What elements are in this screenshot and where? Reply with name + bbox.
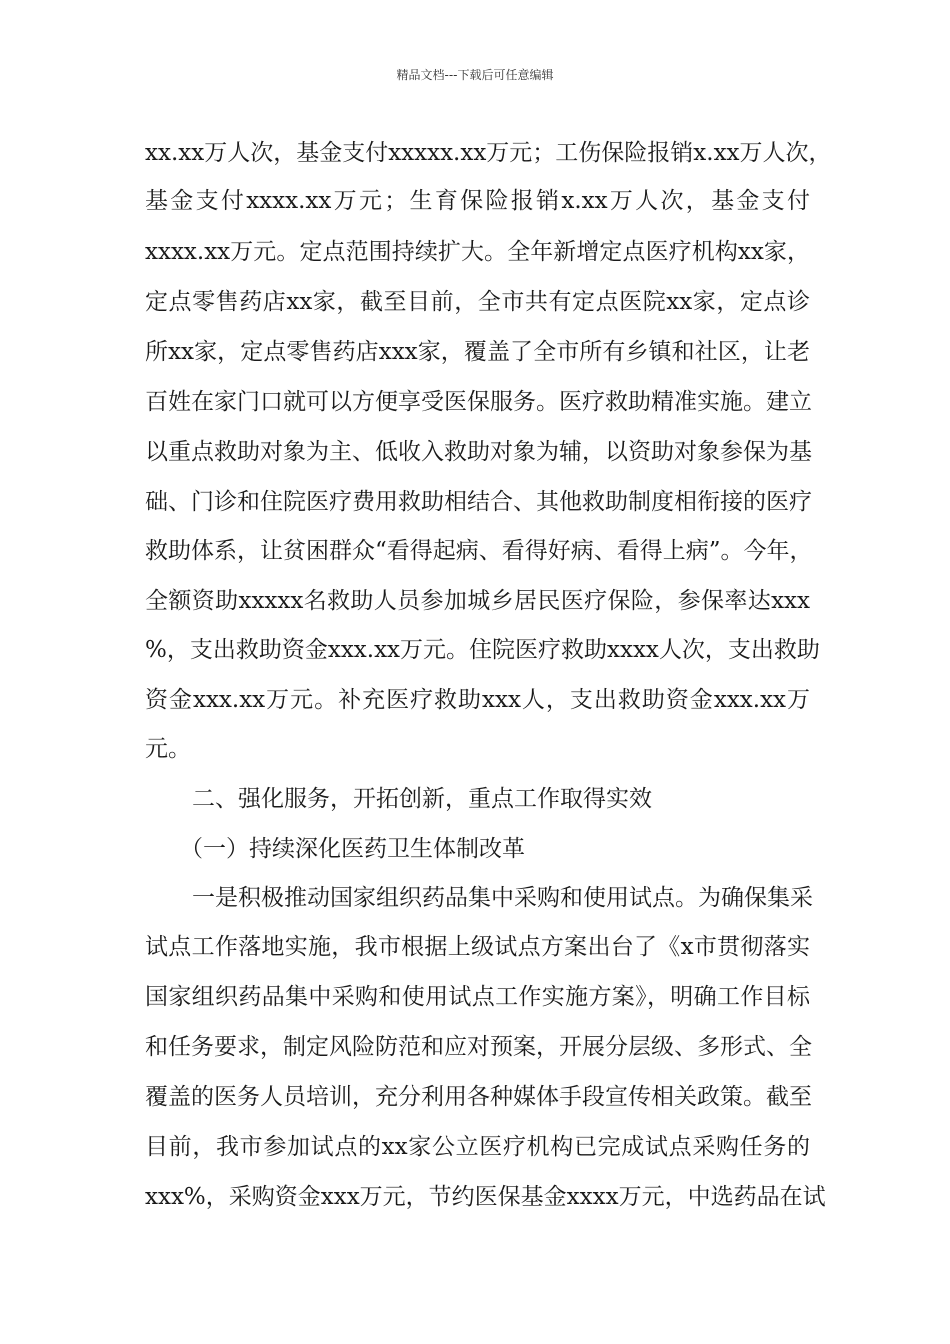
body-line: %，支出救助资金xxx.xx万元。住院医疗救助xxxx人次，支出救助 <box>145 637 820 663</box>
page-header: 精品文档---下载后可任意编辑 <box>396 68 554 82</box>
body-line: xxx%，采购资金xxx万元，节约医保基金xxxx万元，中选药品在试 <box>145 1184 826 1210</box>
body-line: 一是积极推动国家组织药品集中采购和使用试点。为确保集采 <box>192 885 813 911</box>
body-line: 础、门诊和住院医疗费用救助相结合、其他救助制度相衔接的医疗 <box>145 489 812 515</box>
body-line: 以重点救助对象为主、低收入救助对象为辅，以资助对象参保为基 <box>145 439 812 465</box>
section-heading: 二、强化服务，开拓创新，重点工作取得实效 <box>192 786 652 812</box>
body-line: 全额资助xxxxx名救助人员参加城乡居民医疗保险，参保率达xxx <box>145 588 810 614</box>
body-line: 百姓在家门口就可以方便享受医保服务。医疗救助精准实施。建立 <box>145 389 812 415</box>
body-line: 所xx家，定点零售药店xxx家，覆盖了全市所有乡镇和社区，让老 <box>145 339 810 365</box>
body-line: 覆盖的医务人员培训，充分利用各种媒体手段宣传相关政策。截至 <box>145 1084 812 1110</box>
body-line: xxxx.xx万元。定点范围持续扩大。全年新增定点医疗机构xx家， <box>145 239 810 265</box>
body-line: 基金支付xxxx.xx万元；生育保险报销x.xx万人次，基金支付 <box>145 188 810 214</box>
body-line: 定点零售药店xx家，截至目前，全市共有定点医院xx家，定点诊 <box>145 289 810 315</box>
body-line: 资金xxx.xx万元。补充医疗救助xxx人，支出救助资金xxx.xx万 <box>145 687 810 713</box>
body-line: 国家组织药品集中采购和使用试点工作实施方案》，明确工作目标 <box>145 984 810 1010</box>
subsection-heading: （一）持续深化医药卫生体制改革 <box>180 836 525 862</box>
body-line: 和任务要求，制定风险防范和应对预案，开展分层级、多形式、全 <box>145 1034 812 1060</box>
body-line: 救助体系，让贫困群众“看得起病、看得好病、看得上病”。今年， <box>145 538 813 564</box>
body-line: 试点工作落地实施，我市根据上级试点方案出台了《x市贯彻落实 <box>145 934 810 960</box>
body-line: 目前，我市参加试点的xx家公立医疗机构已完成试点采购任务的 <box>145 1134 810 1160</box>
body-line: 元。 <box>145 736 191 762</box>
body-line: xx.xx万人次，基金支付xxxxx.xx万元；工伤保险报销x.xx万人次， <box>145 140 832 166</box>
